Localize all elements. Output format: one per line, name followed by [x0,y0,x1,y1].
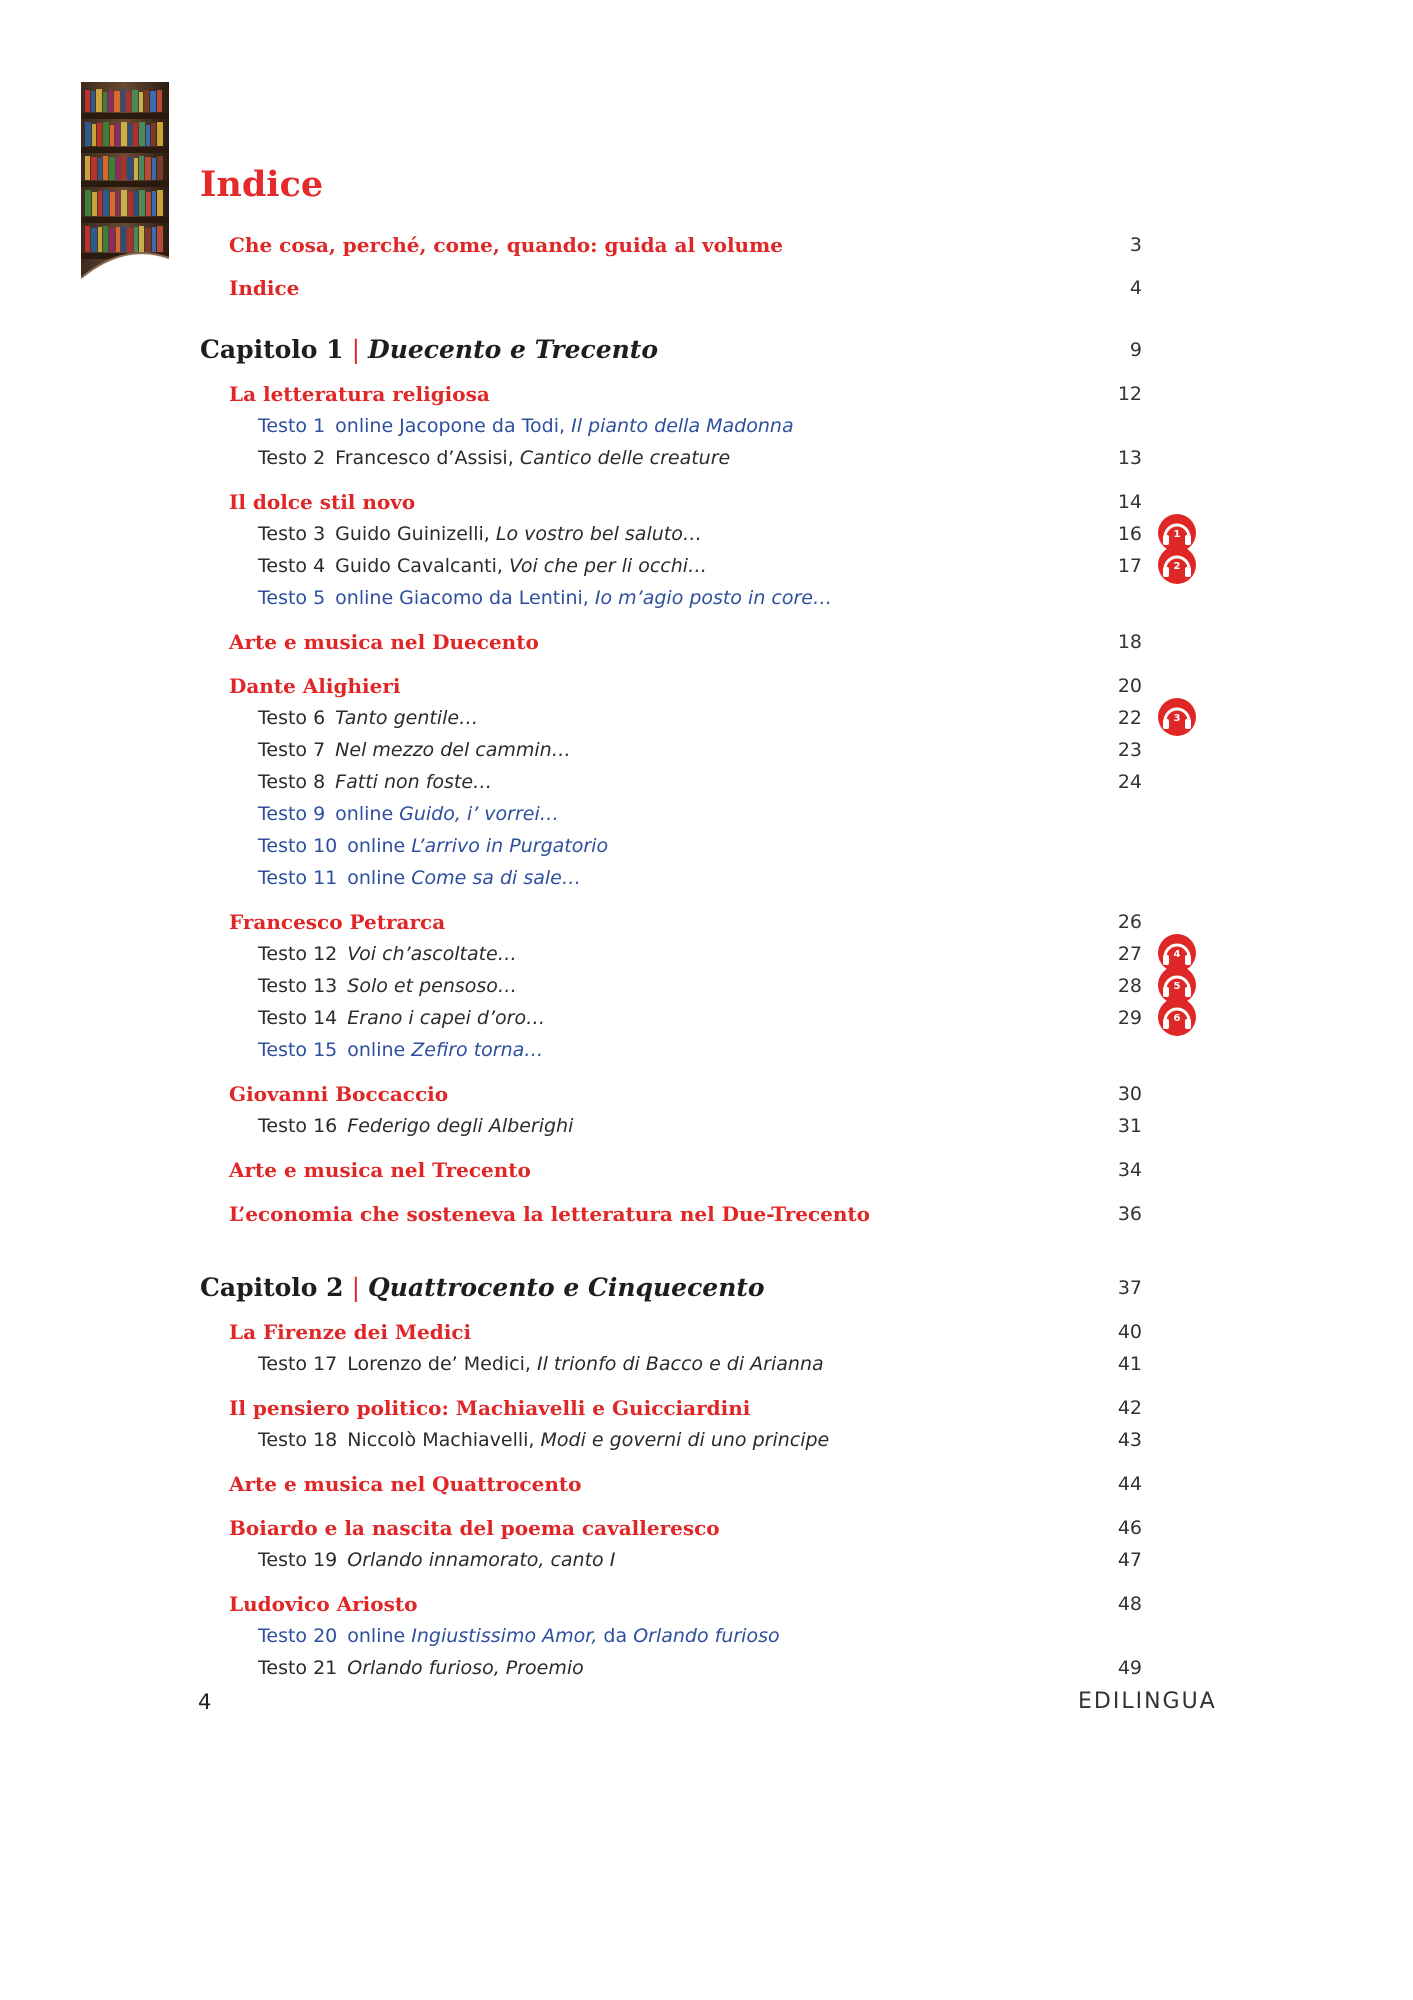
text-entry [258,1034,543,1066]
text-work-title: Cantico delle creature [519,447,731,469]
text-number: Testo 18 [258,1429,338,1451]
text-work-title: Il trionfo di Bacco e di Arianna [536,1353,824,1375]
section-title: Arte e musica nel Trecento [229,1158,531,1182]
toc-text-row[interactable] [0,970,1413,1002]
page-number: 43 [1117,1429,1142,1451]
online-tag: online [335,587,394,609]
page-number: 24 [1117,771,1142,793]
page-number: 34 [1117,1159,1142,1181]
toc-section-row[interactable] [0,670,1413,702]
section-title: Arte e musica nel Duecento [229,630,539,654]
page-number: 37 [1117,1277,1142,1299]
page-number: 20 [1117,675,1142,697]
chapter-title: Quattrocento e Cinquecento [368,1273,765,1302]
text-author: Jacopone da Todi, [399,415,566,437]
page-number: 49 [1117,1657,1142,1679]
toc-text-row[interactable] [0,702,1413,734]
toc-section-row[interactable] [0,1316,1413,1348]
audio-track-number: 6 [1173,1013,1181,1024]
page-number: 4 [1129,277,1142,299]
text-number: Testo 20 [258,1625,338,1647]
section-title: Francesco Petrarca [229,910,446,934]
section-title: La Firenze dei Medici [229,1320,472,1344]
toc-section-row[interactable] [0,272,1413,304]
toc-text-row[interactable] [0,1620,1413,1652]
text-author: Francesco d’Assisi, [335,447,514,469]
audio-track-number: 2 [1173,561,1181,572]
online-tag: online [347,1625,406,1647]
text-number: Testo 2 [258,447,326,469]
text-entry [258,702,478,734]
chapter-separator: | [351,1273,361,1302]
audio-track-number: 5 [1173,981,1181,992]
text-work-title: Orlando furioso, Proemio [347,1657,584,1679]
toc-section-row[interactable] [0,1198,1413,1230]
text-entry [258,766,492,798]
page-number: 17 [1117,555,1142,577]
toc-section-row[interactable] [0,1078,1413,1110]
chapter-name: Capitolo 2 [200,1273,344,1302]
page-number: 18 [1117,631,1142,653]
toc-section-row[interactable] [0,1154,1413,1186]
toc-text-row[interactable] [0,1002,1413,1034]
text-number: Testo 21 [258,1657,338,1679]
text-number: Testo 17 [258,1353,338,1375]
text-number: Testo 12 [258,943,338,965]
text-number: Testo 9 [258,803,326,825]
audio-headphones-icon[interactable] [1157,545,1197,585]
text-work-title: Orlando furioso [633,1625,780,1647]
toc-text-row[interactable] [0,1544,1413,1576]
text-work-title: Zefiro torna… [411,1039,544,1061]
page-number: 46 [1117,1517,1142,1539]
text-entry [258,518,702,550]
online-tag: online [335,415,394,437]
text-entry [258,830,608,862]
text-entry [258,550,707,582]
text-work-title: Guido, i’ vorrei… [399,803,559,825]
chapter-heading-1[interactable] [0,334,1413,366]
toc-text-row[interactable] [0,410,1413,442]
library-thumbnail-image [81,82,169,294]
text-work-title: Fatti non foste… [335,771,493,793]
page-number: 30 [1117,1083,1142,1105]
section-title: Boiardo e la nascita del poema cavalleresco [229,1516,720,1540]
text-number: Testo 4 [258,555,326,577]
page-number: 12 [1117,383,1142,405]
section-title: Dante Alighieri [229,674,401,698]
text-number: Testo 11 [258,867,338,889]
toc-section-row[interactable] [0,486,1413,518]
online-tag: online [335,803,394,825]
text-entry [258,1110,573,1142]
page-number: 9 [1129,339,1142,361]
text-number: Testo 5 [258,587,326,609]
text-connector: da [603,1625,628,1647]
text-work-title: Nel mezzo del cammin… [335,739,571,761]
page-number: 42 [1117,1397,1142,1419]
page-number: 36 [1117,1203,1142,1225]
toc-section-row[interactable] [0,378,1413,410]
audio-track-number: 3 [1173,713,1181,724]
text-number: Testo 15 [258,1039,338,1061]
text-entry [258,734,571,766]
toc-text-row[interactable] [0,582,1413,614]
text-author: Lorenzo de’ Medici, [347,1353,531,1375]
text-entry [258,410,794,442]
chapter-name: Capitolo 1 [200,335,344,364]
toc-text-row[interactable] [0,1110,1413,1142]
page-number: 13 [1117,447,1142,469]
text-number: Testo 19 [258,1549,338,1571]
text-entry [258,582,832,614]
text-number: Testo 1 [258,415,326,437]
toc-section-row[interactable] [0,229,1413,261]
audio-track-number: 1 [1173,529,1181,540]
text-number: Testo 8 [258,771,326,793]
text-number: Testo 14 [258,1007,338,1029]
text-work-title: Modi e governi di uno principe [540,1429,830,1451]
text-number: Testo 3 [258,523,326,545]
toc-text-row[interactable] [0,1652,1413,1684]
text-number: Testo 10 [258,835,338,857]
toc-text-row[interactable] [0,830,1413,862]
toc-section-row[interactable] [0,1588,1413,1620]
text-entry [258,862,581,894]
text-entry [258,1620,780,1652]
page-number: 28 [1117,975,1142,997]
text-work-title: Solo et pensoso… [347,975,517,997]
text-author: Guido Guinizelli, [335,523,490,545]
publisher-logo: EDILINGUA [1078,1689,1217,1714]
section-title: Giovanni Boccaccio [229,1082,449,1106]
text-author: Guido Cavalcanti, [335,555,503,577]
page-number: 27 [1117,943,1142,965]
toc-text-row[interactable] [0,550,1413,582]
text-author: Giacomo da Lentini, [399,587,589,609]
toc-section-row[interactable] [0,1392,1413,1424]
toc-text-row[interactable] [0,1034,1413,1066]
page-number: 16 [1117,523,1142,545]
text-entry [258,970,517,1002]
text-entry [258,442,730,474]
text-number: Testo 6 [258,707,326,729]
text-entry [258,1652,584,1684]
text-work-title: Lo vostro bel saluto… [495,523,702,545]
text-number: Testo 13 [258,975,338,997]
page-number: 22 [1117,707,1142,729]
page-number: 41 [1117,1353,1142,1375]
toc-text-row[interactable] [0,938,1413,970]
text-number: Testo 7 [258,739,326,761]
text-entry [258,1348,824,1380]
text-entry [258,1544,615,1576]
section-title: Ludovico Ariosto [229,1592,418,1616]
page-number: 29 [1117,1007,1142,1029]
section-title: Il pensiero politico: Machiavelli e Guicciardini [229,1396,751,1420]
toc-section-row[interactable] [0,1468,1413,1500]
toc-text-row[interactable] [0,1348,1413,1380]
page-number: 48 [1117,1593,1142,1615]
text-work-title: Ingiustissimo Amor, [411,1625,598,1647]
toc-section-row[interactable] [0,1512,1413,1544]
page-title: Indice [200,164,324,205]
chapter-title: Duecento e Trecento [368,335,659,364]
toc-text-row[interactable] [0,518,1413,550]
toc-text-row[interactable] [0,442,1413,474]
toc-text-row[interactable] [0,798,1413,830]
toc-section-row[interactable] [0,906,1413,938]
section-title: L’economia che sosteneva la letteratura nel Due-Trecento [229,1202,870,1226]
toc-text-row[interactable] [0,1424,1413,1456]
text-entry [258,798,559,830]
footer-page-number: 4 [198,1690,212,1714]
page-number: 47 [1117,1549,1142,1571]
text-work-title: Erano i capei d’oro… [347,1007,546,1029]
section-title: Il dolce stil novo [229,490,416,514]
text-work-title: Come sa di sale… [411,867,581,889]
page-number: 14 [1117,491,1142,513]
text-work-title: Il pianto della Madonna [571,415,794,437]
text-entry [258,938,517,970]
page-number: 23 [1117,739,1142,761]
text-number: Testo 16 [258,1115,338,1137]
text-work-title: Voi ch’ascoltate… [347,943,517,965]
page-number: 26 [1117,911,1142,933]
audio-track-number: 4 [1173,949,1181,960]
toc-section-row[interactable] [0,626,1413,658]
text-entry [258,1424,829,1456]
chapter-heading-2[interactable] [0,1272,1413,1304]
toc-text-row[interactable] [0,862,1413,894]
page-number: 44 [1117,1473,1142,1495]
toc-text-row[interactable] [0,766,1413,798]
online-tag: online [347,1039,406,1061]
audio-headphones-icon[interactable] [1157,997,1197,1037]
text-entry [258,1002,545,1034]
toc-text-row[interactable] [0,734,1413,766]
text-work-title: Orlando innamorato, canto I [347,1549,616,1571]
text-work-title: Voi che per li occhi… [508,555,708,577]
page-number: 3 [1129,234,1142,256]
text-work-title: L’arrivo in Purgatorio [411,835,609,857]
page-number: 31 [1117,1115,1142,1137]
audio-headphones-icon[interactable] [1157,697,1197,737]
chapter-separator: | [351,335,361,364]
online-tag: online [347,835,406,857]
section-title: La letteratura religiosa [229,382,490,406]
section-title: Indice [229,276,300,300]
section-title: Che cosa, perché, come, quando: guida al volume [229,233,783,257]
text-work-title: Federigo degli Alberighi [347,1115,574,1137]
section-title: Arte e musica nel Quattrocento [229,1472,582,1496]
text-work-title: Tanto gentile… [335,707,479,729]
online-tag: online [347,867,406,889]
page-number: 40 [1117,1321,1142,1343]
text-work-title: Io m’agio posto in core… [594,587,832,609]
text-author: Niccolò Machiavelli, [347,1429,535,1451]
